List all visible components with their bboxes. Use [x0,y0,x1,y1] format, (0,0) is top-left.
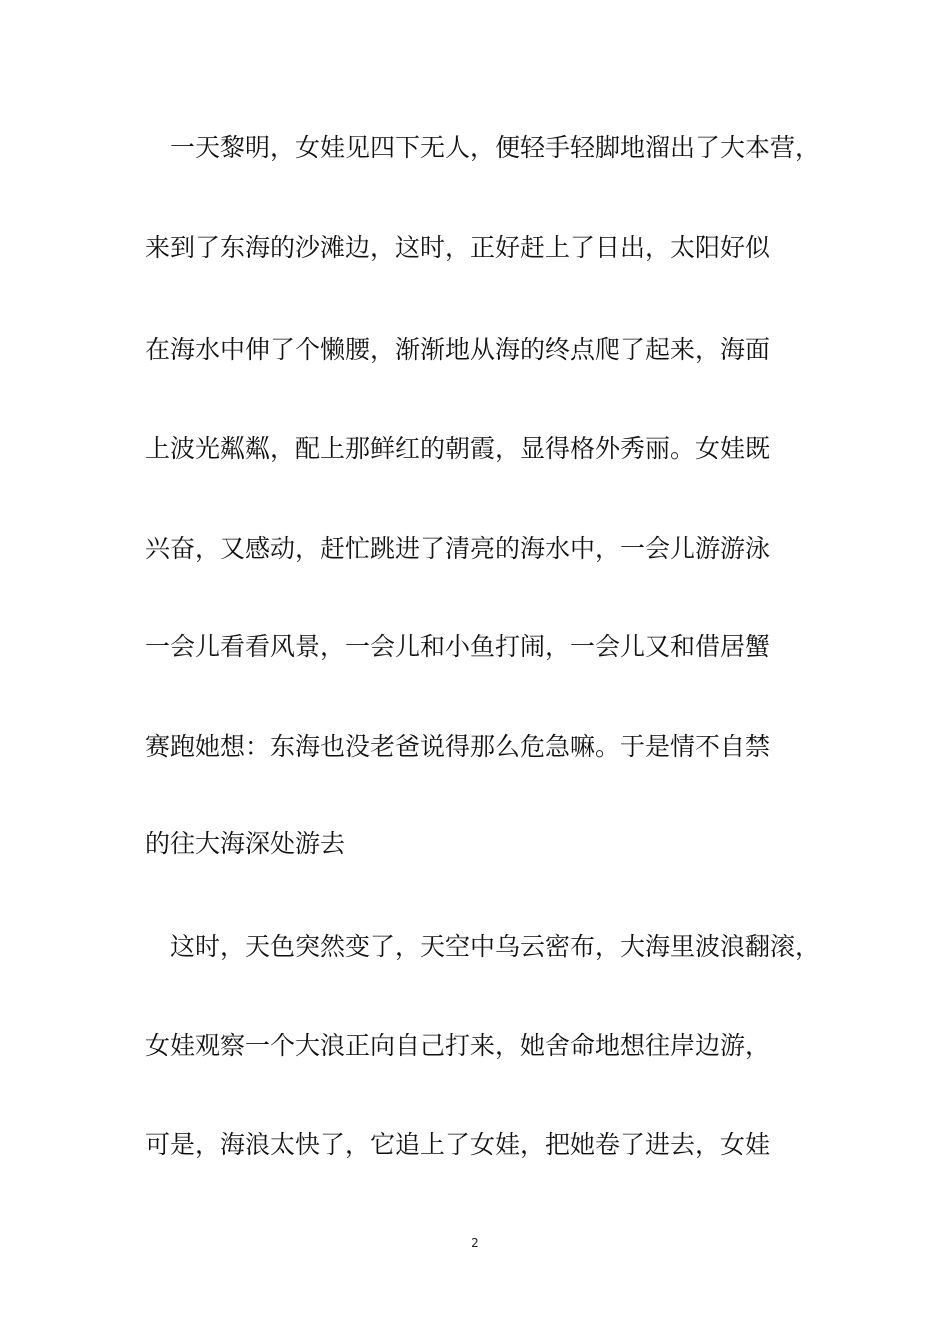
text-line-11: 可是，海浪太快了，它追上了女娃，把她卷了进去，女娃 [145,1130,771,1159]
text-line-9: 这时，天色突然变了，天空中乌云密布，大海里波浪翻滚， [145,932,821,961]
text-line-8: 的往大海深处游去 [145,829,346,858]
text-line-7: 赛跑她想：东海也没老爸说得那么危急嘛。于是情不自禁 [145,732,771,761]
text-line-2: 来到了东海的沙滩边，这时，正好赶上了日出，太阳好似 [145,233,771,262]
text-line-3: 在海水中伸了个懒腰，渐渐地从海的终点爬了起来，海面 [145,335,771,364]
text-line-10: 女娃观察一个大浪正向自己打来，她舍命地想往岸边游， [145,1031,771,1060]
text-line-6: 一会儿看看风景，一会儿和小鱼打闹，一会儿又和借居蟹 [145,632,771,661]
text-line-4: 上波光粼粼，配上那鲜红的朝霞，显得格外秀丽。女娃既 [145,434,771,463]
page-number: 2 [471,1236,479,1250]
text-line-5: 兴奋，又感动，赶忙跳进了清亮的海水中，一会儿游游泳 [145,534,771,563]
text-line-1: 一天黎明，女娃见四下无人，便轻手轻脚地溜出了大本营， [145,133,821,162]
